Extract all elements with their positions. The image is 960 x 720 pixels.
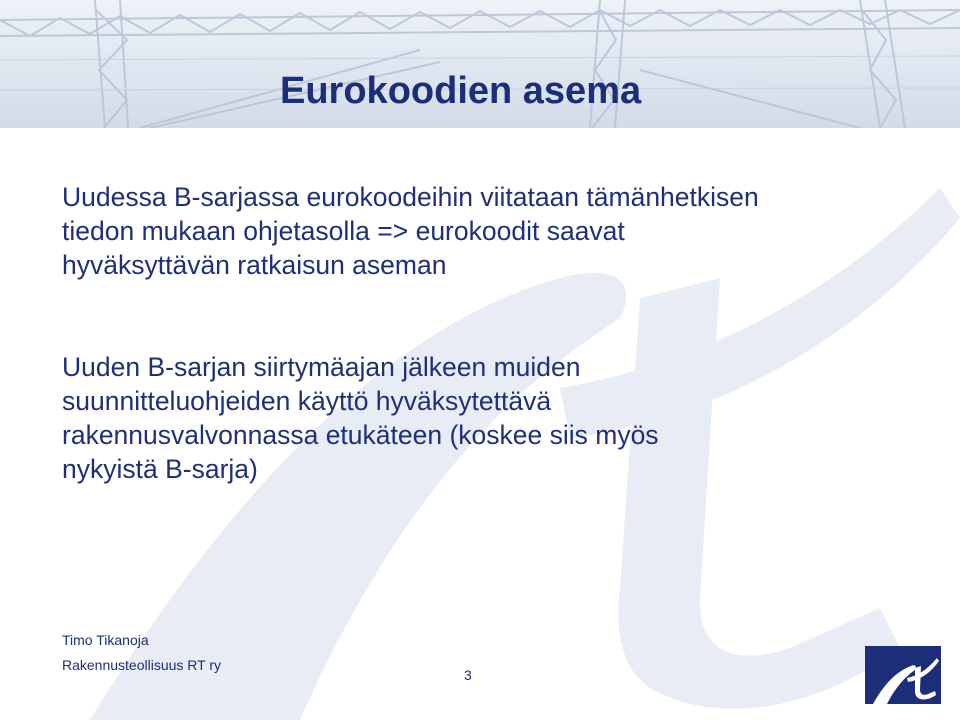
body-paragraph-1 (62, 180, 922, 282)
header-banner (0, 0, 960, 128)
paragraph-line: Uuden B-sarjan siirtymäajan jälkeen muiden (62, 352, 581, 382)
paragraph-line: Uudessa B-sarjassa eurokoodeihin viitataan tämänhetkisen (62, 182, 759, 212)
page-number: 3 (464, 667, 472, 683)
footer-author: Timo Tikanoja (62, 632, 149, 648)
paragraph-line: nykyistä B-sarja) (62, 454, 258, 484)
paragraph-line: rakennusvalvonnassa etukäteen (koskee siis myös (62, 420, 659, 450)
body-paragraph-2 (62, 350, 922, 486)
page-title: Eurokoodien asema (280, 70, 642, 112)
paragraph-line: suunnitteluohjeiden käyttö hyväksytettävä (62, 386, 552, 416)
paragraph-line: tiedon mukaan ohjetasolla => eurokoodit saavat (62, 216, 625, 246)
paragraph-line: hyväksyttävän ratkaisun aseman (62, 250, 447, 280)
rt-logo-icon (865, 646, 941, 704)
footer-organization: Rakennusteollisuus RT ry (62, 657, 222, 673)
